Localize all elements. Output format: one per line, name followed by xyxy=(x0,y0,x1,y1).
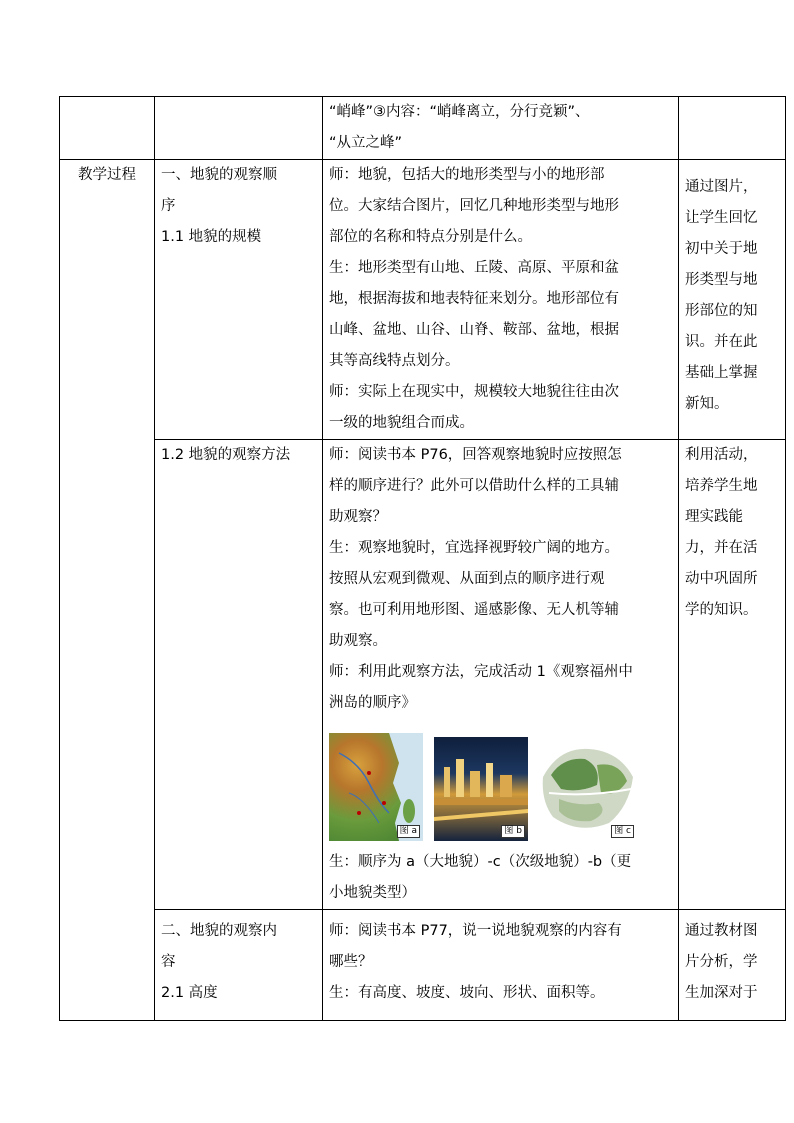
figure-label: 图 c xyxy=(611,825,634,838)
figure-b-city-photo xyxy=(434,737,528,841)
text-line: 生：观察地貌时，宜选择视野较广阔的地方。 xyxy=(329,540,619,556)
section-heading: 二、地貌的观察内 xyxy=(161,923,277,939)
text-line: 生：地形类型有山地、丘陵、高原、平原和盆 xyxy=(329,260,619,276)
purpose-cell xyxy=(679,160,786,440)
table-row xyxy=(60,910,786,1021)
section-cell xyxy=(155,440,323,910)
table-row xyxy=(60,97,786,160)
text-line: 生加深对于 xyxy=(685,985,758,1001)
empty-cell xyxy=(679,97,786,160)
text-line: 察。也可利用地形图、遥感影像、无人机等辅 xyxy=(329,602,619,618)
section-cell xyxy=(155,910,323,1021)
text-line: 生：有高度、坡度、坡向、形状、面积等。 xyxy=(329,985,605,1001)
text-line: 哪些？ xyxy=(329,954,373,970)
figure-label: 图 a xyxy=(397,825,420,838)
text-line: 通过教材图 xyxy=(685,923,758,939)
text-line: 师：阅读书本 P76，回答观察地貌时应按照怎 xyxy=(329,447,622,463)
text-line: 样的顺序进行？此外可以借助什么样的工具辅 xyxy=(329,478,619,494)
text-line: 师：利用此观察方法，完成活动 1《观察福州中 xyxy=(329,664,633,680)
empty-cell xyxy=(60,97,155,160)
text-line: 师：阅读书本 P77，说一说地貌观察的内容有 xyxy=(329,923,622,939)
text-line: 洲岛的顺序》 xyxy=(329,695,416,711)
content-cell xyxy=(323,160,679,440)
text-line: 位。大家结合图片，回忆几种地形类型与地形 xyxy=(329,198,619,214)
text-line: 形类型与地 xyxy=(685,272,758,288)
text-line: 力，并在活 xyxy=(685,540,758,556)
stage-cell xyxy=(60,160,155,1021)
text-line: 一级的地貌组合而成。 xyxy=(329,415,474,431)
text-line: 地，根据海拔和地表特征来划分。地形部位有 xyxy=(329,291,619,307)
text-line: 小地貌类型） xyxy=(329,885,416,901)
purpose-cell xyxy=(679,910,786,1021)
text-line: 助观察？ xyxy=(329,509,387,525)
text-line: 学的知识。 xyxy=(685,602,758,618)
text-line: 师：地貌，包括大的地形类型与小的地形部 xyxy=(329,167,605,183)
table-row xyxy=(60,440,786,910)
text-line: 按照从宏观到微观、从面到点的顺序进行观 xyxy=(329,571,605,587)
figure-a-terrain-map xyxy=(329,733,423,841)
section-heading: 容 xyxy=(161,954,176,970)
text-line: 其等高线特点划分。 xyxy=(329,353,460,369)
section-subheading: 1.1 地貌的规模 xyxy=(161,229,262,245)
text-line: 动中巩固所 xyxy=(685,571,758,587)
text-line: 形部位的知 xyxy=(685,303,758,319)
figure-c-relief-model xyxy=(539,737,637,841)
text-line: 初中关于地 xyxy=(685,241,758,257)
section-heading: 序 xyxy=(161,198,176,214)
text-line: 通过图片， xyxy=(685,179,758,195)
section-subheading: 2.1 高度 xyxy=(161,985,218,1001)
empty-cell xyxy=(155,97,323,160)
text-line: 助观察。 xyxy=(329,633,387,649)
text-line: 部位的名称和特点分别是什么。 xyxy=(329,229,532,245)
text-line: 利用活动， xyxy=(685,447,758,463)
section-cell xyxy=(155,160,323,440)
figure-label: 图 b xyxy=(501,825,525,838)
content-cell xyxy=(323,97,679,160)
section-subheading: 1.2 地貌的观察方法 xyxy=(161,447,291,463)
content-cell xyxy=(323,910,679,1021)
text-line: 师：实际上在现实中，规模较大地貌往往由次 xyxy=(329,384,619,400)
text-line: 山峰、盆地、山谷、山脊、鞍部、盆地，根据 xyxy=(329,322,619,338)
content-cell xyxy=(323,440,679,910)
table-row xyxy=(60,160,786,440)
text-line: 培养学生地 xyxy=(685,478,758,494)
purpose-cell xyxy=(679,440,786,910)
text-line: 基础上掌握 xyxy=(685,365,758,381)
text-line: 理实践能 xyxy=(685,509,743,525)
text-line: 让学生回忆 xyxy=(685,210,758,226)
text-line: 新知。 xyxy=(685,396,729,412)
text-line: 识。并在此 xyxy=(685,334,758,350)
text-line: “从立之峰” xyxy=(329,135,403,151)
lesson-plan-table xyxy=(59,96,786,1021)
section-heading: 一、地貌的观察顺 xyxy=(161,167,277,183)
stage-label: 教学过程 xyxy=(78,167,136,183)
text-line: “峭峰”③内容：“峭峰离立，分行竞颖”、 xyxy=(329,104,590,120)
figure-row xyxy=(329,733,672,841)
text-line: 片分析，学 xyxy=(685,954,758,970)
text-line: 生：顺序为 a（大地貌）-c（次级地貌）-b（更 xyxy=(329,854,632,870)
